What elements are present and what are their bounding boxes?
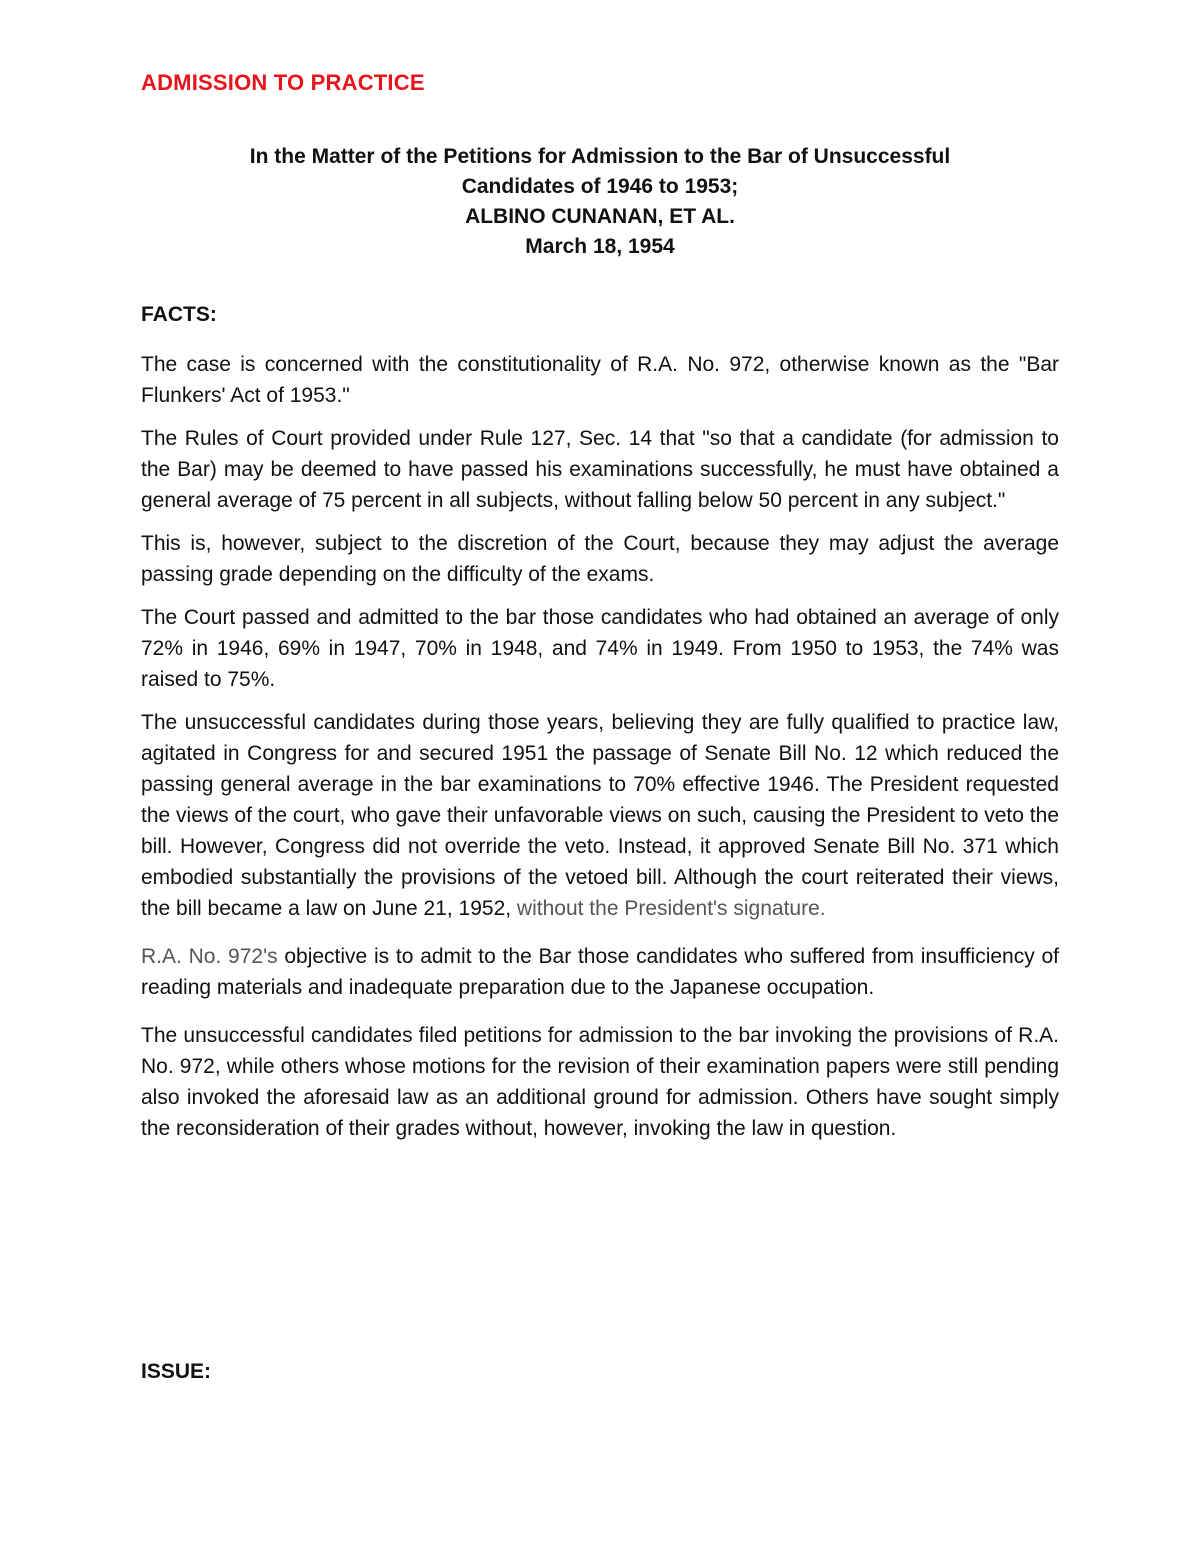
case-title-line-1: In the Matter of the Petitions for Admission to the Bar of Unsuccessful — [249, 145, 951, 168]
case-parties: ALBINO CUNANAN, ET AL. — [465, 205, 735, 228]
facts-paragraph-4: The Court passed and admitted to the bar those candidates who had obtained an average of only 72% in 1946, 69% in 1947, 70% in 1948, and 74% in 1949. From 1950 to 1953, the 74% was raised to 75%. — [141, 606, 1059, 691]
facts-paragraph-5-main: The unsuccessful candidates during those years, believing they are fully qualified to practice law, agitated in Congress for and secured 1951 the passage of Senate Bill No. 12 which reduced the passing general average in the bar examinations to 70% effective 1946. The President requested the views of the court, who gave their unfavorable views on such, causing the President to veto the bill. However, Congress did not override the veto. Instead, it approved Senate Bill No. 371 which embodied substantially the provisions of the vetoed bill. Although the court reiterated their views, the bill became a law on June 21, 1952, — [141, 711, 1059, 920]
facts-paragraph-6-rest: objective is to admit to the Bar those candidates who suffered from insufficiency of reading materials and inadequate preparation due to the Japanese occupation. — [141, 945, 1059, 999]
facts-paragraph-6 — [141, 941, 1059, 1003]
facts-heading: FACTS: — [141, 303, 217, 326]
facts-paragraph-5-tail: without the President's signature. — [511, 897, 826, 920]
facts-paragraph-5 — [141, 707, 1059, 924]
case-date: March 18, 1954 — [525, 235, 675, 258]
facts-body — [141, 349, 1059, 1156]
issue-heading: ISSUE: — [141, 1360, 212, 1383]
facts-paragraph-7: The unsuccessful candidates filed petitions for admission to the bar invoking the provisions of R.A. No. 972, while others whose motions for the revision of their examination papers were still pending also invoked the aforesaid law as an additional ground for admission. Others have sought simply the reconsideration of their grades without, however, invoking the law in question. — [141, 1024, 1059, 1140]
facts-paragraph-3: This is, however, subject to the discretion of the Court, because they may adjust the average passing grade depending on the difficulty of the exams. — [141, 532, 1059, 586]
case-title-line-2: Candidates of 1946 to 1953; — [461, 175, 739, 198]
section-heading: ADMISSION TO PRACTICE — [141, 70, 425, 95]
facts-paragraph-2: The Rules of Court provided under Rule 127, Sec. 14 that "so that a candidate (for admission to the Bar) may be deemed to have passed his examinations successfully, he must have obtained a general average of 75 percent in all subjects, without falling below 50 percent in any subject." — [141, 427, 1059, 512]
facts-paragraph-6-lead: R.A. No. 972's — [141, 945, 278, 968]
case-caption — [141, 142, 1059, 262]
facts-paragraph-1: The case is concerned with the constitutionality of R.A. No. 972, otherwise known as the "Bar Flunkers' Act of 1953." — [141, 353, 1059, 407]
